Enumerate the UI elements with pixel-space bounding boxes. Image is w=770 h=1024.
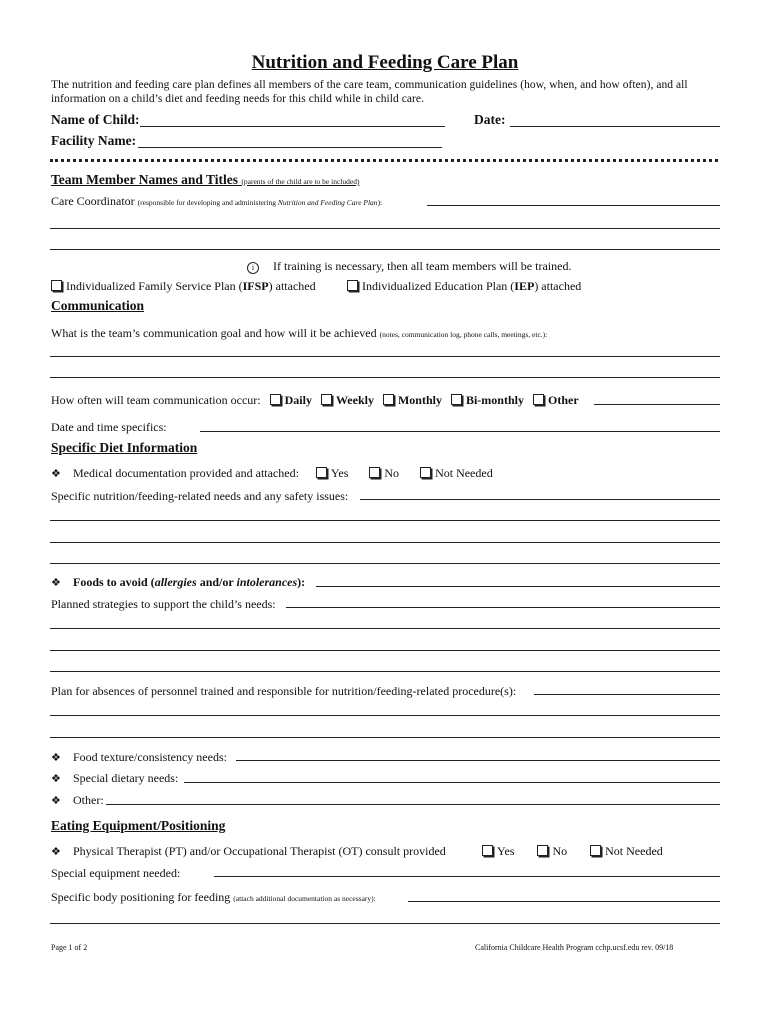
absences-label: Plan for absences of personnel trained and responsible for nutrition/feeding-related procedure(s): <box>51 684 517 698</box>
facility-name-field[interactable] <box>138 147 442 148</box>
ifsp-option[interactable] <box>51 279 316 294</box>
footer-org: California Childcare Health Program cchp.ucsf.edu rev. 09/18 <box>475 943 674 952</box>
foods-avoid-and: and/or <box>196 575 237 589</box>
training-note <box>247 259 571 274</box>
specific-needs-field[interactable] <box>360 499 720 500</box>
option-monthly-label: Monthly <box>397 393 442 407</box>
option-monthly[interactable] <box>383 393 442 408</box>
iep-option[interactable] <box>347 279 581 294</box>
checkbox-icon[interactable] <box>451 394 462 405</box>
diet-heading: Specific Diet Information <box>51 440 198 455</box>
iep-text-bold: IEP <box>514 279 535 293</box>
care-coordinator-note-end: ): <box>377 198 383 207</box>
medical-doc-text: Medical documentation provided and attached: <box>73 466 299 480</box>
diamond-bullet-icon: ❖ <box>51 752 61 764</box>
iep-text-post: ) attached <box>534 279 582 293</box>
equipment-heading: Eating Equipment/Positioning <box>51 818 226 833</box>
medical-not-needed-label: Not Needed <box>435 466 493 480</box>
goal-question-note: (notes, communication log, phone calls, meetings, etc.): <box>379 330 548 339</box>
diamond-bullet-icon: ❖ <box>51 577 61 589</box>
pt-ot-text: Physical Therapist (PT) and/or Occupational Therapist (OT) consult provided <box>73 844 446 858</box>
option-bimonthly[interactable] <box>451 393 524 408</box>
special-diet-field[interactable] <box>184 782 720 783</box>
texture-field[interactable] <box>236 760 720 761</box>
medical-doc-row <box>51 466 507 481</box>
diamond-bullet-icon: ❖ <box>51 795 61 807</box>
communication-heading: Communication <box>51 298 145 313</box>
pt-ot-yes-label: Yes <box>497 844 515 858</box>
goal-question <box>51 326 547 341</box>
date-label: Date: <box>474 112 506 127</box>
date-time-label: Date and time specifics: <box>51 420 167 434</box>
checkbox-icon[interactable] <box>537 845 548 856</box>
special-equipment-field[interactable] <box>214 876 720 877</box>
medical-yes-label: Yes <box>330 466 349 480</box>
team-heading <box>51 172 359 188</box>
positioning-note: (attach additional documentation as necessary): <box>233 894 376 903</box>
checkbox-icon[interactable] <box>270 394 281 405</box>
absences-line-1[interactable] <box>50 715 720 716</box>
checkbox-icon[interactable] <box>321 394 332 405</box>
other-frequency-field[interactable] <box>594 404 720 405</box>
option-weekly[interactable] <box>321 393 374 408</box>
date-time-field[interactable] <box>200 431 720 432</box>
intro-text: The nutrition and feeding care plan defines all members of the care team, communication guidelines (how, when, and how often), and all information on a child’s diet and feeding needs for this child while in child care. <box>51 79 688 105</box>
strategies-line-2[interactable] <box>50 650 720 651</box>
care-coordinator-note-italic: Nutrition and Feeding Care Plan <box>277 198 378 207</box>
facility-name-label: Facility Name: <box>51 133 137 148</box>
other-field[interactable] <box>106 804 720 805</box>
team-heading-text: Team Member Names and Titles <box>51 172 238 187</box>
goal-question-text: What is the team’s communication goal and how will it be achieved <box>51 326 377 340</box>
ifsp-text-pre: Individualized Family Service Plan ( <box>66 279 243 293</box>
texture-label <box>51 750 227 765</box>
checkbox-icon[interactable] <box>347 280 358 291</box>
pt-ot-yes[interactable] <box>482 844 514 859</box>
texture-text: Food texture/consistency needs: <box>73 750 227 764</box>
option-bimonthly-label: Bi-monthly <box>465 393 524 407</box>
special-diet-text: Special dietary needs: <box>73 771 179 785</box>
name-of-child-label: Name of Child: <box>51 112 140 127</box>
team-member-line-2[interactable] <box>50 249 720 250</box>
diamond-bullet-icon: ❖ <box>51 468 61 480</box>
option-other-label: Other <box>547 393 579 407</box>
positioning-field[interactable] <box>408 901 720 902</box>
goal-line-1[interactable] <box>50 356 720 357</box>
diamond-bullet-icon: ❖ <box>51 846 61 858</box>
care-coordinator-label <box>51 194 382 209</box>
team-heading-note: (parents of the child are to be included) <box>241 177 360 186</box>
specific-needs-label: Specific nutrition/feeding-related needs and any safety issues: <box>51 489 349 503</box>
specific-needs-line-3[interactable] <box>50 563 720 564</box>
frequency-row <box>51 393 579 408</box>
pt-ot-not-needed-label: Not Needed <box>605 844 663 858</box>
goal-line-2[interactable] <box>50 377 720 378</box>
positioning-label <box>51 890 376 905</box>
option-daily-label: Daily <box>284 393 312 407</box>
strategies-field[interactable] <box>286 607 720 608</box>
other-text: Other: <box>73 793 104 807</box>
special-equipment-label: Special equipment needed: <box>51 866 181 880</box>
checkbox-icon[interactable] <box>420 467 431 478</box>
positioning-text: Specific body positioning for feeding <box>51 890 231 904</box>
foods-avoid-label <box>51 575 305 590</box>
foods-avoid-field[interactable] <box>316 586 720 587</box>
strategies-line-1[interactable] <box>50 628 720 629</box>
option-daily[interactable] <box>270 393 312 408</box>
pt-ot-not-needed[interactable] <box>590 844 663 859</box>
page-title: Nutrition and Feeding Care Plan <box>251 52 519 73</box>
medical-not-needed[interactable] <box>420 466 493 481</box>
pt-ot-row <box>51 844 446 859</box>
checkbox-icon[interactable] <box>590 845 601 856</box>
medical-no-label: No <box>384 466 400 480</box>
ifsp-text-post: ) attached <box>268 279 316 293</box>
frequency-question: How often will team communication occur: <box>51 393 261 407</box>
checkbox-icon[interactable] <box>316 467 327 478</box>
training-note-text: If training is necessary, then all team members will be trained. <box>273 259 572 273</box>
pt-ot-no-label: No <box>552 844 568 858</box>
checkbox-icon[interactable] <box>383 394 394 405</box>
strategies-label: Planned strategies to support the child’s needs: <box>51 597 276 611</box>
info-icon: i <box>247 262 259 274</box>
option-weekly-label: Weekly <box>335 393 374 407</box>
date-field[interactable] <box>510 126 720 127</box>
medical-yes[interactable] <box>316 466 348 481</box>
foods-avoid-post: ): <box>297 575 306 589</box>
name-of-child-field[interactable] <box>140 126 445 127</box>
strategies-line-3[interactable] <box>50 671 720 672</box>
absences-field[interactable] <box>534 694 720 695</box>
special-diet-label <box>51 771 178 786</box>
diamond-bullet-icon: ❖ <box>51 773 61 785</box>
foods-avoid-pre: Foods to avoid ( <box>73 575 155 589</box>
dotted-divider <box>50 153 718 162</box>
absences-line-2[interactable] <box>50 737 720 738</box>
positioning-line-1[interactable] <box>50 923 720 924</box>
pt-ot-no[interactable] <box>537 844 567 859</box>
checkbox-icon[interactable] <box>482 845 493 856</box>
care-coordinator-field[interactable] <box>427 205 720 206</box>
team-member-line-1[interactable] <box>50 228 720 229</box>
other-label <box>51 793 104 808</box>
ifsp-text-bold: IFSP <box>242 279 269 293</box>
specific-needs-line-1[interactable] <box>50 520 720 521</box>
medical-no[interactable] <box>369 466 399 481</box>
checkbox-icon[interactable] <box>369 467 380 478</box>
care-coordinator-note: (responsible for developing and administering <box>137 198 278 207</box>
checkbox-icon[interactable] <box>533 394 544 405</box>
page-number: Page 1 of 2 <box>51 943 88 952</box>
foods-avoid-intolerances: intolerances <box>236 575 298 589</box>
care-coordinator-text: Care Coordinator <box>51 194 135 208</box>
checkbox-icon[interactable] <box>51 280 62 291</box>
pt-ot-options <box>482 844 663 859</box>
option-other[interactable] <box>533 393 579 408</box>
iep-text-pre: Individualized Education Plan ( <box>362 279 515 293</box>
foods-avoid-allergies: allergies <box>154 575 197 589</box>
specific-needs-line-2[interactable] <box>50 542 720 543</box>
